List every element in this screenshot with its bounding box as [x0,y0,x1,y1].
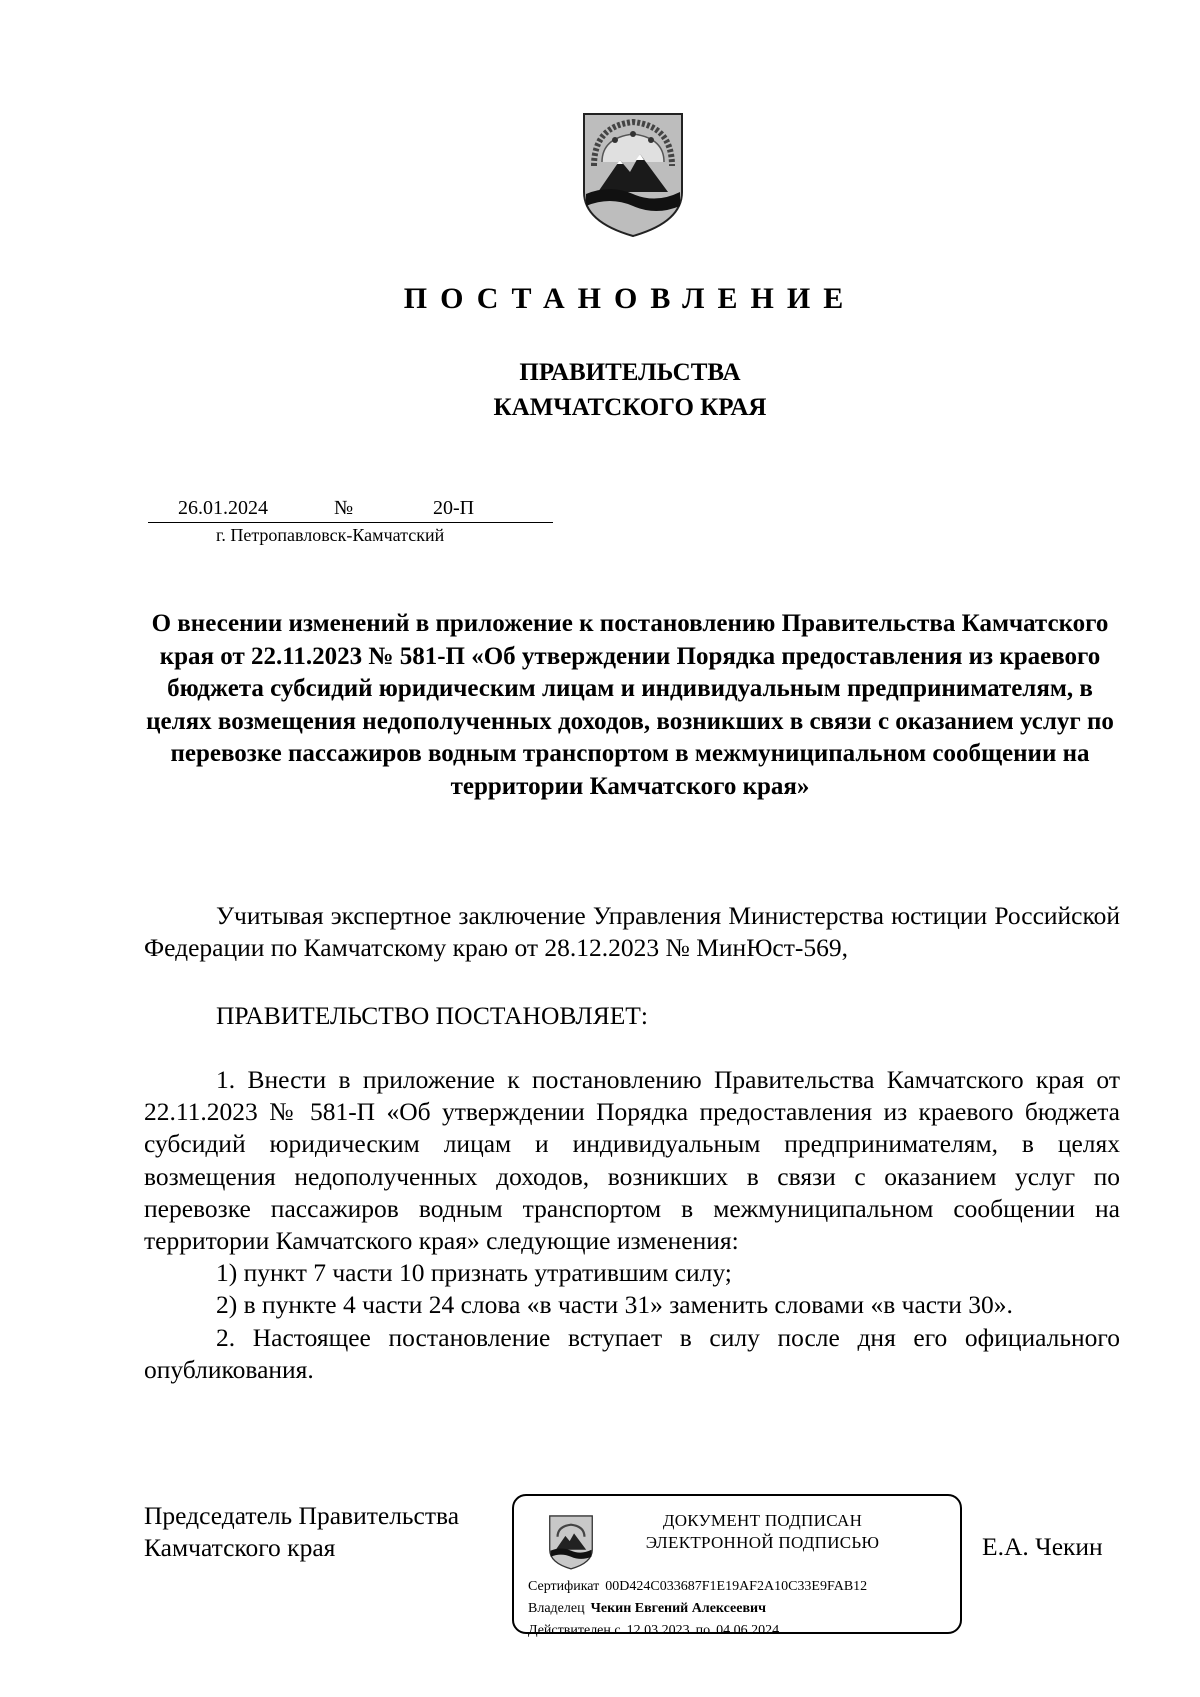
item-1: 1. Внести в приложение к постановлению Правительства Камчатского края от 22.11.2023 № 581-П «Об утверждении Порядка предоставления из краевого бюджета субсидий юридическим лицам и индивидуальным предпринимателям, в целях возмещения недополученных доходов, возникших в связи с оказанием услуг по перевозке пассажиров водным транспортом в межмуниципальном сообщении на территории Камчатского края» следующие изменения: [144,1065,1120,1256]
stamp-title-line-2: ЭЛЕКТРОННОЙ ПОДПИСЬЮ [645,1533,880,1552]
decree-paragraph [144,1000,1120,1032]
valid-to-label: по [695,1623,711,1638]
owner-value: Чекин Евгений Алексеевич [590,1601,766,1616]
document-subject: О внесении изменений в приложение к постановлению Правительства Камчатского края от 22.11.2023 № 581-П «Об утверждении Порядка предоставления из краевого бюджета субсидий юридическим лицам и индивидуальным предпринимателям, в целях возмещения недополученных доходов, возникших в связи с оказанием услуг по перевозке пассажиров водным транспортом в межмуниципальном сообщении на территории Камчатского края» [146,610,1114,800]
document-number: 20-П [433,497,475,519]
item-1-subitem-2: 2) в пункте 4 части 24 слова «в части 31» заменить словами «в части 30». [216,1290,1013,1320]
number-sign: № [334,497,354,519]
basis-text: Учитывая экспертное заключение Управления Министерства юстиции Российской Федерации по Камчатскому краю от 28.12.2023 № МинЮст-569, [144,901,1120,963]
signatory-name: Е.А. Чекин [982,1532,1103,1561]
issuer-line-2: КАМЧАТСКОГО КРАЯ [493,394,767,421]
certificate-value: 00D424C033687F1E19AF2A10C33E9FAB12 [605,1579,868,1594]
document-type-heading: ПОСТАНОВЛЕНИЕ [403,282,857,315]
valid-label: Действителен с [528,1623,621,1638]
stamp-validity-row [528,1622,779,1640]
signatory-position [144,1500,459,1564]
electronic-signature-stamp [512,1494,962,1638]
basis-paragraph [144,900,1120,964]
city-label: г. Петропавловск-Камчатский [216,525,445,545]
stamp-title [610,1510,915,1554]
signatory-position-line-2: Камчатского края [144,1533,336,1562]
registration-line [148,494,553,523]
signatory-position-line-1: Председатель Правительства [144,1501,460,1530]
item-2: 2. Настоящее постановление вступает в силу после дня его официального опубликования. [144,1322,1120,1384]
item-1-subitem-1: 1) пункт 7 части 10 признать утратившим силу; [216,1258,732,1288]
stamp-title-line-1: ДОКУМЕНТ ПОДПИСАН [662,1511,863,1530]
stamp-emblem-icon [548,1514,594,1570]
issuer-heading [0,355,1200,425]
stamp-owner-row [528,1600,766,1618]
document-date: 26.01.2024 [178,497,268,519]
valid-to: 04.06.2024 [716,1623,780,1638]
certificate-label: Сертификат [528,1579,600,1594]
valid-from: 12.03.2023 [626,1623,690,1638]
issuer-line-1: ПРАВИТЕЛЬСТВА [519,359,741,386]
owner-label: Владелец [528,1601,585,1616]
coat-of-arms-icon [580,110,686,238]
decree-text: ПРАВИТЕЛЬСТВО ПОСТАНОВЛЯЕТ: [216,1001,648,1030]
decree-items [144,1064,1120,1386]
stamp-certificate-row [528,1578,867,1596]
